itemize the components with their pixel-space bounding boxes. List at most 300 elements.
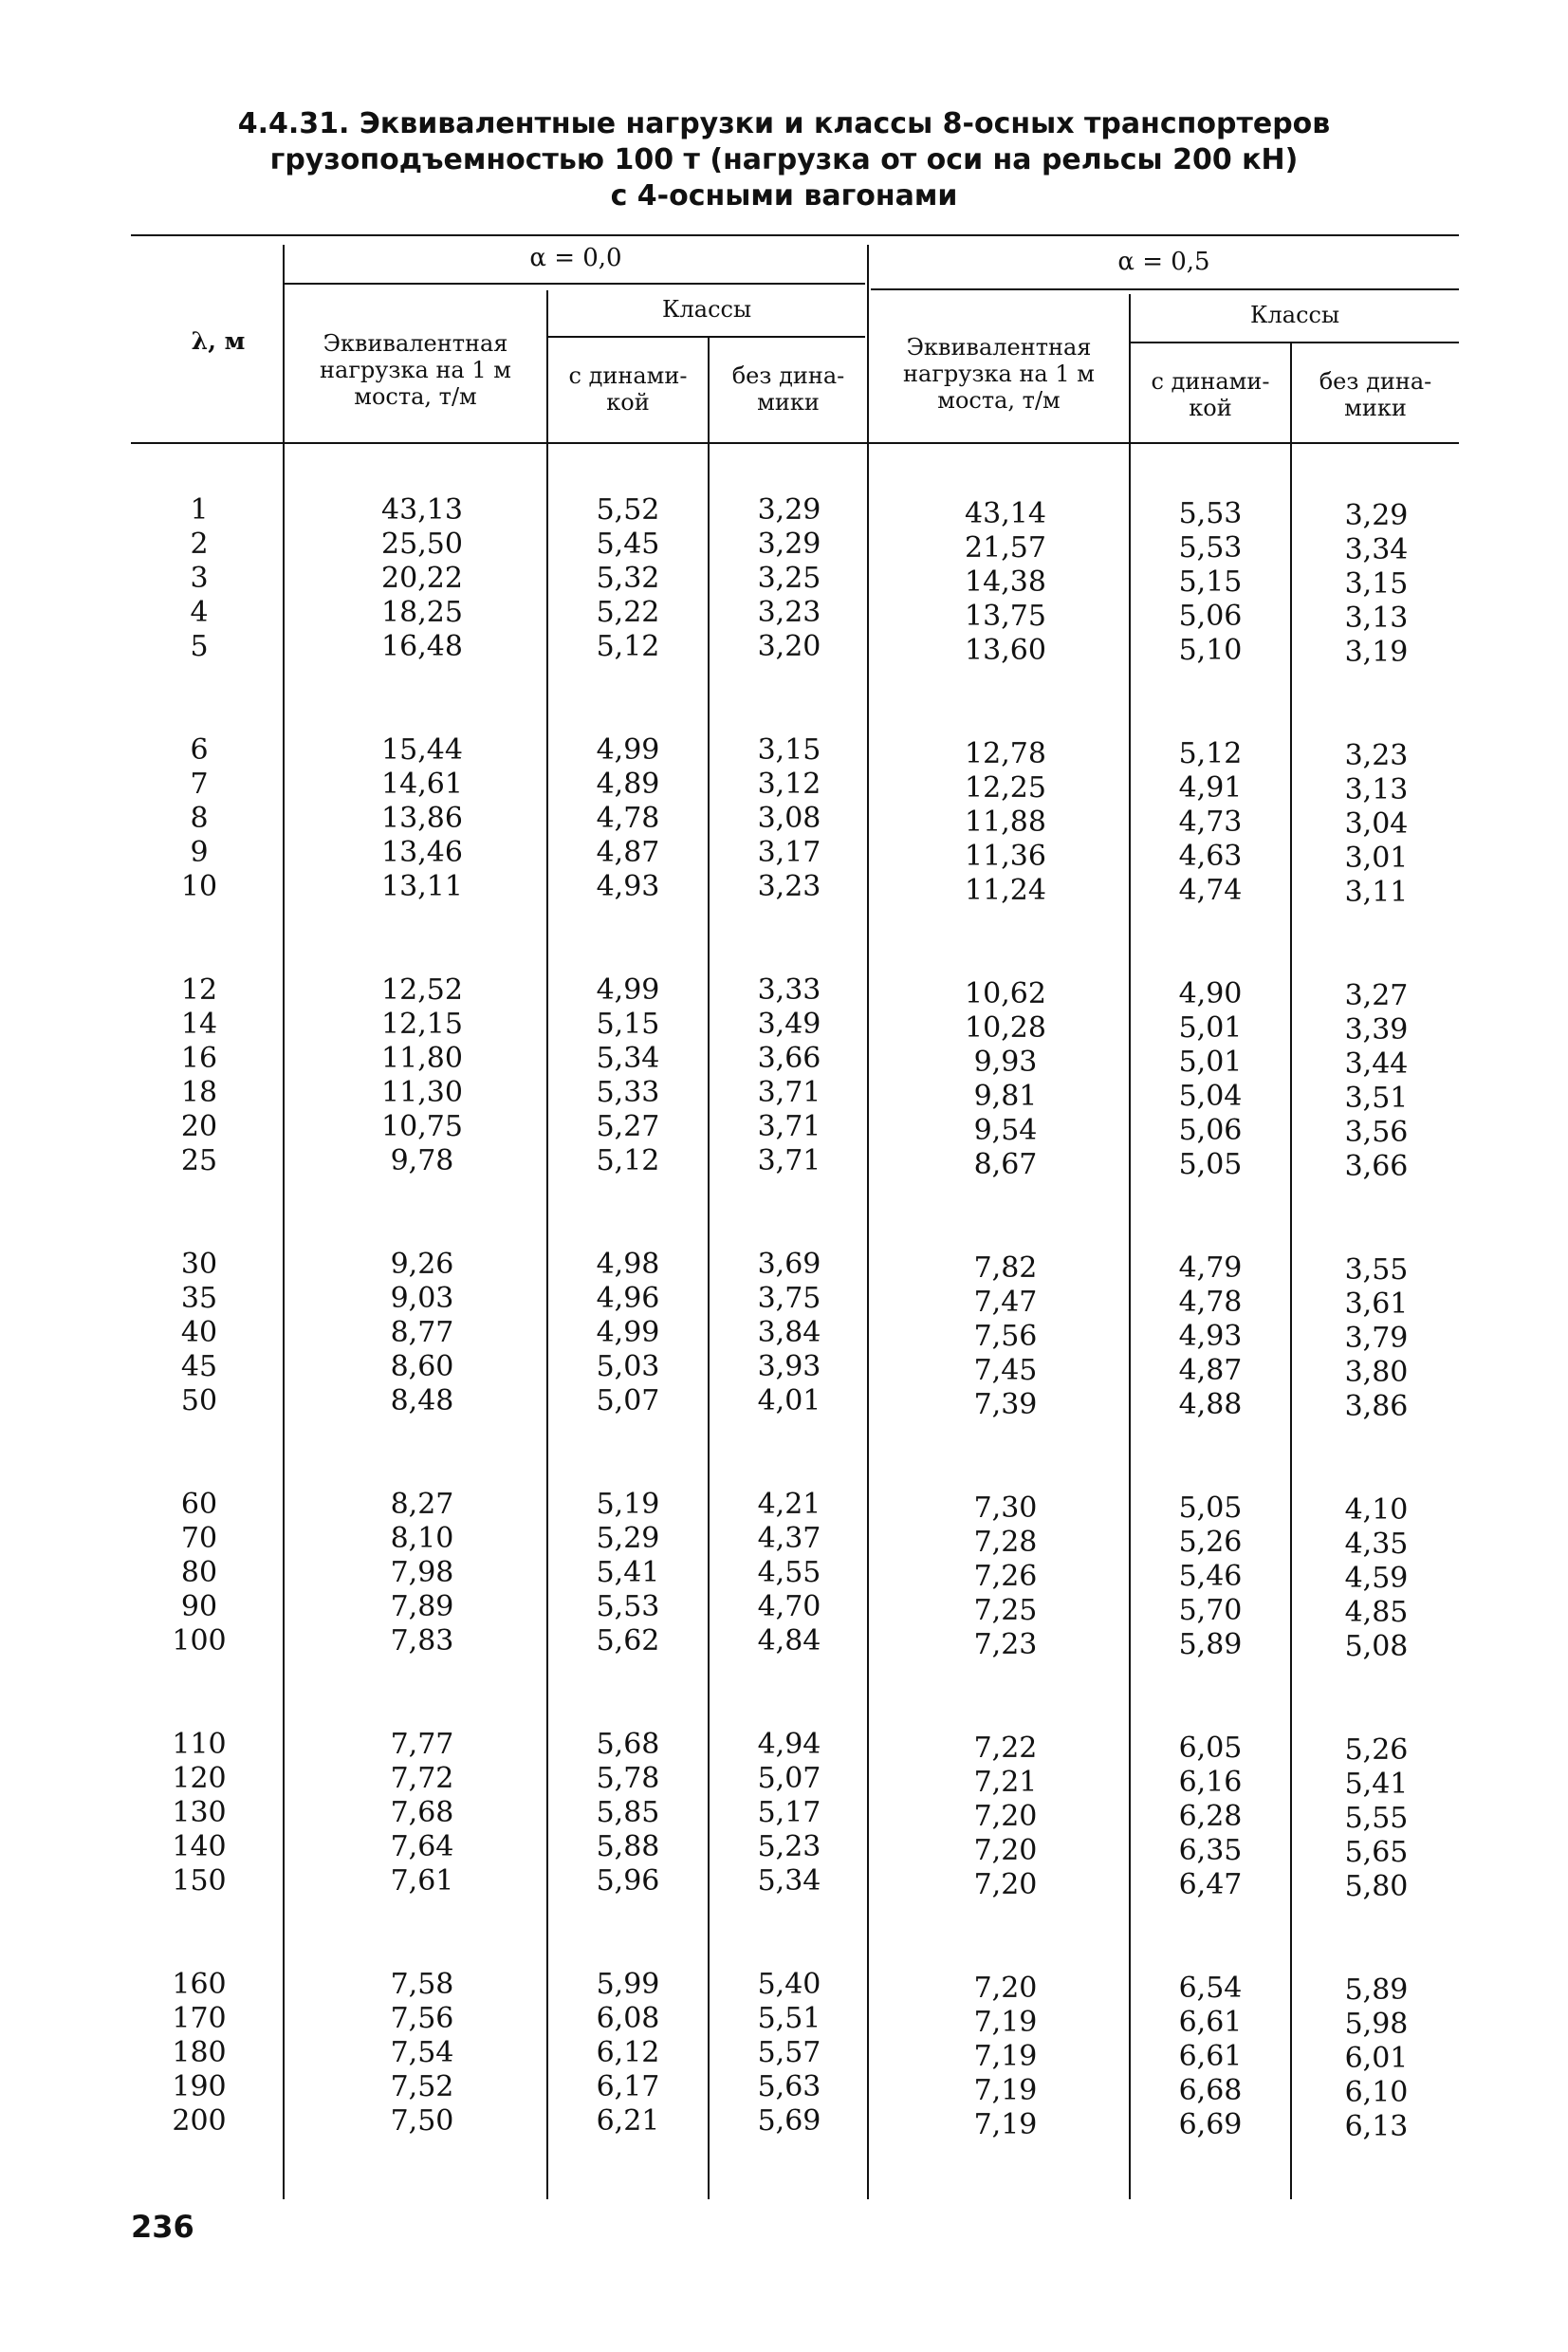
group-spacer: [1133, 668, 1288, 737]
classes-header-left: Классы: [661, 296, 752, 323]
table-cell: 3,84: [757, 1316, 821, 1349]
table-cell: 5,88: [596, 1830, 660, 1863]
table-cell: 6,08: [596, 2002, 660, 2035]
table-cell: 8,10: [390, 1522, 454, 1555]
table-cell: 6,61: [1178, 2040, 1243, 2073]
column-divider: [1129, 294, 1131, 2199]
table-cell: 8,60: [390, 1350, 454, 1383]
table-cell: 7,20: [973, 1868, 1038, 1901]
table-cell: 190: [172, 2070, 227, 2103]
table-cell: 16,48: [381, 630, 463, 663]
table-cell: 3,34: [1344, 533, 1409, 566]
table-cell: 5,33: [596, 1076, 660, 1109]
table-cell: 7,68: [390, 1796, 454, 1829]
table-cell: 3,08: [757, 802, 821, 835]
page-number: 236: [131, 2209, 194, 2245]
table-cell: 6,10: [1344, 2076, 1409, 2109]
table-cell: 8,27: [390, 1488, 454, 1521]
table-cell: 7,61: [390, 1864, 454, 1898]
table-cell: 5,06: [1178, 1114, 1243, 1147]
table-cell: 15,44: [381, 733, 463, 767]
table-cell: 4,74: [1178, 874, 1243, 907]
table-cell: 7,22: [973, 1732, 1038, 1765]
table-cell: 6,12: [596, 2036, 660, 2069]
table-cell: 3,25: [757, 562, 821, 595]
table-cell: 5,53: [1178, 531, 1243, 565]
table-cell: 3,71: [757, 1076, 821, 1109]
table-cell: 5,17: [757, 1796, 821, 1829]
group-spacer: [901, 1662, 1110, 1732]
column-divider: [546, 290, 548, 2199]
table-cell: 5,05: [1178, 1491, 1243, 1525]
table-cell: 3,93: [757, 1350, 821, 1383]
table-cell: 5,78: [596, 1762, 660, 1795]
equiv-load-header-right: Эквивалентная нагрузка на 1 м моста, т/м: [903, 334, 1095, 414]
table-cell: 5,53: [596, 1590, 660, 1623]
group-spacer: [1296, 670, 1457, 739]
table-cell: 5,65: [1344, 1836, 1409, 1869]
table-cell: 5,32: [596, 562, 660, 595]
table-cell: 43,13: [381, 493, 463, 527]
table-cell: 5,10: [1178, 634, 1243, 667]
table-cell: 6,17: [596, 2070, 660, 2103]
table-cell: 5,12: [1178, 737, 1243, 770]
group-spacer: [550, 1418, 706, 1488]
table-cell: 7,56: [973, 1320, 1038, 1353]
group-spacer: [713, 904, 865, 973]
table-cell: 6,05: [1178, 1732, 1243, 1765]
table-cell: 5,12: [596, 630, 660, 663]
table-cell: 9,81: [973, 1080, 1038, 1113]
table-cell: 5,08: [1344, 1630, 1409, 1663]
table-cell: 3,01: [1344, 842, 1409, 875]
table-cell: 5,29: [596, 1522, 660, 1555]
table-cell: 170: [172, 2002, 227, 2035]
table-cell: 7,72: [390, 1762, 454, 1795]
table-cell: 3,69: [757, 1248, 821, 1281]
table-cell: 130: [172, 1796, 227, 1829]
alpha-group-rule-left: [285, 283, 865, 285]
lambda-header: λ, м: [191, 327, 246, 355]
table-cell: 3,13: [1344, 773, 1409, 806]
group-spacer: [1133, 1902, 1288, 1972]
table-cell: 150: [172, 1864, 227, 1898]
table-cell: 4,10: [1344, 1493, 1409, 1527]
table-cell: 3,55: [1344, 1253, 1409, 1287]
table-cell: 5,52: [596, 493, 660, 527]
table-cell: 4,78: [596, 802, 660, 835]
table-cell: 110: [172, 1728, 227, 1761]
table-cell: 180: [172, 2036, 227, 2069]
without-dynamics-header-left: без дина-мики: [731, 362, 845, 416]
group-spacer: [142, 1418, 256, 1488]
table-cell: 3,79: [1344, 1322, 1409, 1355]
group-spacer: [1296, 910, 1457, 979]
group-spacer: [313, 664, 531, 733]
table-cell: 7,77: [390, 1728, 454, 1761]
table-cell: 5,05: [1178, 1148, 1243, 1181]
table-cell: 4,73: [1178, 806, 1243, 839]
group-spacer: [901, 908, 1110, 977]
group-spacer: [313, 1898, 531, 1968]
table-cell: 3,11: [1344, 876, 1409, 909]
table-cell: 5,23: [757, 1830, 821, 1863]
table-cell: 5,70: [1178, 1594, 1243, 1627]
table-cell: 200: [172, 2104, 227, 2138]
table-cell: 120: [172, 1762, 227, 1795]
table-cell: 4,01: [757, 1384, 821, 1417]
with-dynamics-header-right: с динами-кой: [1151, 368, 1270, 421]
table-cell: 5,12: [596, 1144, 660, 1177]
table-cell: 7,50: [390, 2104, 454, 2138]
table-cell: 21,57: [965, 531, 1046, 565]
table-cell: 5,34: [757, 1864, 821, 1898]
table-cell: 5,51: [757, 2002, 821, 2035]
column-with-dyn-alpha0: [550, 493, 706, 2139]
table-cell: 9,54: [973, 1114, 1038, 1147]
table-cell: 40: [180, 1316, 218, 1349]
table-cell: 13,11: [381, 870, 463, 903]
table-cell: 5,62: [596, 1624, 660, 1658]
table-cell: 9: [190, 836, 209, 869]
table-cell: 5,19: [596, 1488, 660, 1521]
column-lambda: [142, 493, 256, 2139]
table-cell: 16: [180, 1042, 218, 1075]
table-cell: 18: [180, 1076, 218, 1109]
table-cell: 4,55: [757, 1556, 821, 1589]
table-cell: 6,16: [1178, 1766, 1243, 1799]
table-cell: 4,78: [1178, 1286, 1243, 1319]
group-spacer: [901, 1422, 1110, 1491]
group-spacer: [142, 1178, 256, 1248]
table-cell: 3,15: [757, 733, 821, 767]
table-cell: 3,29: [1344, 499, 1409, 532]
table-cell: 6,54: [1178, 1972, 1243, 2005]
group-spacer: [1296, 1184, 1457, 1253]
table-cell: 8,48: [390, 1384, 454, 1417]
table-cell: 7,56: [390, 2002, 454, 2035]
table-cell: 3,17: [757, 836, 821, 869]
table-cell: 5,34: [596, 1042, 660, 1075]
table-cell: 3,80: [1344, 1356, 1409, 1389]
table-cell: 60: [180, 1488, 218, 1521]
group-spacer: [313, 1178, 531, 1248]
table-cell: 80: [180, 1556, 218, 1589]
table-cell: 5,69: [757, 2104, 821, 2138]
table-cell: 9,93: [973, 1046, 1038, 1079]
with-dynamics-header-left: с динами-кой: [568, 362, 688, 416]
table-cell: 30: [180, 1248, 218, 1281]
table-cell: 7,19: [973, 2074, 1038, 2107]
column-without-dyn-alpha05: [1296, 499, 1457, 2144]
table-cell: 10,75: [381, 1110, 463, 1143]
table-cell: 5,41: [1344, 1768, 1409, 1801]
table-cell: 4: [190, 596, 209, 629]
table-cell: 3,19: [1344, 636, 1409, 669]
table-cell: 3,49: [757, 1008, 821, 1041]
table-cell: 7,52: [390, 2070, 454, 2103]
table-cell: 10,62: [965, 977, 1046, 1010]
table-cell: 3,51: [1344, 1082, 1409, 1115]
table-cell: 4,63: [1178, 840, 1243, 873]
table-cell: 5,06: [1178, 600, 1243, 633]
table-cell: 13,75: [965, 600, 1046, 633]
classes-header-right: Классы: [1249, 302, 1340, 328]
table-cell: 9,78: [390, 1144, 454, 1177]
table-cell: 5,26: [1344, 1733, 1409, 1767]
table-cell: 7: [190, 768, 209, 801]
table-cell: 7,45: [973, 1354, 1038, 1387]
group-spacer: [313, 1418, 531, 1488]
column-equiv-load-alpha05: [901, 497, 1110, 2142]
column-divider: [708, 338, 710, 2199]
table-cell: 4,98: [596, 1248, 660, 1281]
table-cell: 3,04: [1344, 807, 1409, 841]
table-cell: 7,28: [973, 1526, 1038, 1559]
table-cell: 20,22: [381, 562, 463, 595]
table-cell: 5,01: [1178, 1011, 1243, 1045]
table-cell: 3,29: [757, 493, 821, 527]
table-cell: 7,54: [390, 2036, 454, 2069]
group-spacer: [313, 904, 531, 973]
group-spacer: [550, 904, 706, 973]
table-cell: 160: [172, 1968, 227, 2001]
table-cell: 14: [180, 1008, 218, 1041]
table-cell: 3,15: [1344, 567, 1409, 601]
table-cell: 140: [172, 1830, 227, 1863]
table-cell: 25: [180, 1144, 218, 1177]
table-cell: 14,38: [965, 565, 1046, 599]
alpha-05-header: α = 0,5: [1117, 248, 1210, 276]
table-cell: 9,03: [390, 1282, 454, 1315]
table-cell: 14,61: [381, 768, 463, 801]
table-cell: 70: [180, 1522, 218, 1555]
table-cell: 3,66: [757, 1042, 821, 1075]
table-cell: 3,23: [757, 596, 821, 629]
table-cell: 43,14: [965, 497, 1046, 530]
table-cell: 4,89: [596, 768, 660, 801]
table-cell: 3,13: [1344, 602, 1409, 635]
header-bottom-rule: [131, 442, 1459, 444]
column-divider: [1290, 343, 1292, 2199]
table-cell: 5,03: [596, 1350, 660, 1383]
table-cell: 5,22: [596, 596, 660, 629]
table-cell: 11,80: [381, 1042, 463, 1075]
table-cell: 12,52: [381, 973, 463, 1007]
table-cell: 45: [180, 1350, 218, 1383]
group-spacer: [1296, 1904, 1457, 1973]
table-cell: 5,57: [757, 2036, 821, 2069]
table-cell: 7,20: [973, 1972, 1038, 2005]
table-cell: 3,71: [757, 1144, 821, 1177]
table-cell: 7,83: [390, 1624, 454, 1658]
table-cell: 4,84: [757, 1624, 821, 1658]
table-cell: 4,96: [596, 1282, 660, 1315]
table-cell: 6,68: [1178, 2074, 1243, 2107]
table-cell: 4,59: [1344, 1562, 1409, 1595]
table-cell: 7,20: [973, 1834, 1038, 1867]
group-spacer: [1133, 1662, 1288, 1732]
title-line-1: 4.4.31. Эквивалентные нагрузки и классы 8-осных транспортеров: [237, 107, 1331, 140]
table-cell: 7,98: [390, 1556, 454, 1589]
table-cell: 7,82: [973, 1251, 1038, 1285]
alpha-group-rule-right: [871, 288, 1459, 290]
table-cell: 2: [190, 528, 209, 561]
table-cell: 6,13: [1344, 2110, 1409, 2143]
table-cell: 5,98: [1344, 2008, 1409, 2041]
table-top-rule: [131, 234, 1459, 236]
table-cell: 5,26: [1178, 1526, 1243, 1559]
table-cell: 3,33: [757, 973, 821, 1007]
table-cell: 3,29: [757, 528, 821, 561]
group-spacer: [713, 1658, 865, 1728]
table-cell: 4,35: [1344, 1528, 1409, 1561]
table-cell: 5,85: [596, 1796, 660, 1829]
table-cell: 6,35: [1178, 1834, 1243, 1867]
table-cell: 11,36: [965, 840, 1046, 873]
table-cell: 4,21: [757, 1488, 821, 1521]
table-cell: 8,67: [973, 1148, 1038, 1181]
group-spacer: [713, 1418, 865, 1488]
table-cell: 7,30: [973, 1491, 1038, 1525]
classes-rule-left: [548, 336, 865, 338]
table-cell: 3,66: [1344, 1150, 1409, 1183]
table-cell: 8: [190, 802, 209, 835]
table-cell: 3,23: [1344, 739, 1409, 772]
table-cell: 3,27: [1344, 979, 1409, 1012]
classes-rule-right: [1129, 342, 1459, 343]
table-cell: 5,99: [596, 1968, 660, 2001]
table-cell: 7,20: [973, 1800, 1038, 1833]
table-title: [0, 106, 1568, 214]
table-cell: 7,58: [390, 1968, 454, 2001]
table-cell: 4,99: [596, 973, 660, 1007]
table-cell: 4,37: [757, 1522, 821, 1555]
table-cell: 7,47: [973, 1286, 1038, 1319]
group-spacer: [1133, 908, 1288, 977]
table-cell: 4,93: [1178, 1320, 1243, 1353]
table-cell: 7,26: [973, 1560, 1038, 1593]
group-spacer: [313, 1658, 531, 1728]
table-cell: 6,47: [1178, 1868, 1243, 1901]
table-cell: 4,99: [596, 1316, 660, 1349]
group-spacer: [901, 668, 1110, 737]
table-cell: 5,15: [596, 1008, 660, 1041]
table-cell: 20: [180, 1110, 218, 1143]
group-spacer: [550, 664, 706, 733]
table-cell: 3,39: [1344, 1013, 1409, 1046]
table-cell: 5,01: [1178, 1046, 1243, 1079]
table-cell: 4,70: [757, 1590, 821, 1623]
table-cell: 7,19: [973, 2040, 1038, 2073]
table-cell: 5,27: [596, 1110, 660, 1143]
table-cell: 5,68: [596, 1728, 660, 1761]
table-cell: 5,46: [1178, 1560, 1243, 1593]
table-cell: 10: [180, 870, 218, 903]
group-spacer: [901, 1182, 1110, 1251]
table-cell: 7,19: [973, 2108, 1038, 2141]
group-spacer: [142, 904, 256, 973]
equiv-load-header-left: Эквивалентная нагрузка на 1 м моста, т/м: [320, 330, 511, 410]
table-cell: 18,25: [381, 596, 463, 629]
table-cell: 5,55: [1344, 1802, 1409, 1835]
table-cell: 5,07: [757, 1762, 821, 1795]
table-cell: 6,61: [1178, 2006, 1243, 2039]
group-spacer: [901, 1902, 1110, 1972]
table-cell: 100: [172, 1624, 227, 1658]
table-cell: 3: [190, 562, 209, 595]
table-cell: 7,21: [973, 1766, 1038, 1799]
table-cell: 13,46: [381, 836, 463, 869]
group-spacer: [142, 664, 256, 733]
group-spacer: [1133, 1182, 1288, 1251]
table-cell: 3,23: [757, 870, 821, 903]
table-cell: 5,45: [596, 528, 660, 561]
title-line-2: грузоподъемностью 100 т (нагрузка от оси на рельсы 200 кН): [269, 143, 1299, 176]
table-cell: 5,40: [757, 1968, 821, 2001]
table-cell: 8,77: [390, 1316, 454, 1349]
table-cell: 4,94: [757, 1728, 821, 1761]
table-cell: 13,86: [381, 802, 463, 835]
table-cell: 3,75: [757, 1282, 821, 1315]
table-cell: 5,04: [1178, 1080, 1243, 1113]
table-cell: 5,15: [1178, 565, 1243, 599]
alpha-0-header: α = 0,0: [529, 244, 622, 272]
table-cell: 11,88: [965, 806, 1046, 839]
table-cell: 5,89: [1344, 1973, 1409, 2007]
table-cell: 12: [180, 973, 218, 1007]
table-cell: 6,69: [1178, 2108, 1243, 2141]
column-with-dyn-alpha05: [1133, 497, 1288, 2142]
table-cell: 35: [180, 1282, 218, 1315]
group-spacer: [142, 1658, 256, 1728]
table-cell: 4,99: [596, 733, 660, 767]
table-cell: 4,91: [1178, 771, 1243, 805]
group-spacer: [550, 1658, 706, 1728]
group-spacer: [550, 1178, 706, 1248]
table-cell: 3,61: [1344, 1287, 1409, 1321]
table-cell: 4,90: [1178, 977, 1243, 1010]
table-cell: 4,85: [1344, 1596, 1409, 1629]
table-cell: 3,12: [757, 768, 821, 801]
table-cell: 5,89: [1178, 1628, 1243, 1661]
table-cell: 10,28: [965, 1011, 1046, 1045]
group-spacer: [142, 1898, 256, 1968]
table-cell: 4,87: [1178, 1354, 1243, 1387]
table-cell: 7,39: [973, 1388, 1038, 1421]
table-cell: 7,23: [973, 1628, 1038, 1661]
group-spacer: [1296, 1664, 1457, 1733]
group-spacer: [713, 1178, 865, 1248]
table-cell: 5,07: [596, 1384, 660, 1417]
table-cell: 12,78: [965, 737, 1046, 770]
table-cell: 4,93: [596, 870, 660, 903]
column-equiv-load-alpha0: [313, 493, 531, 2139]
title-line-3: с 4-осными вагонами: [610, 179, 958, 213]
table-cell: 50: [180, 1384, 218, 1417]
table-cell: 6,28: [1178, 1800, 1243, 1833]
table-cell: 11,30: [381, 1076, 463, 1109]
table-cell: 90: [180, 1590, 218, 1623]
table-cell: 7,64: [390, 1830, 454, 1863]
group-spacer: [1296, 1424, 1457, 1493]
table-cell: 7,25: [973, 1594, 1038, 1627]
table-cell: 5,41: [596, 1556, 660, 1589]
column-divider: [867, 245, 869, 2199]
table-cell: 5,80: [1344, 1870, 1409, 1903]
table-cell: 5,96: [596, 1864, 660, 1898]
table-cell: 6,01: [1344, 2042, 1409, 2075]
